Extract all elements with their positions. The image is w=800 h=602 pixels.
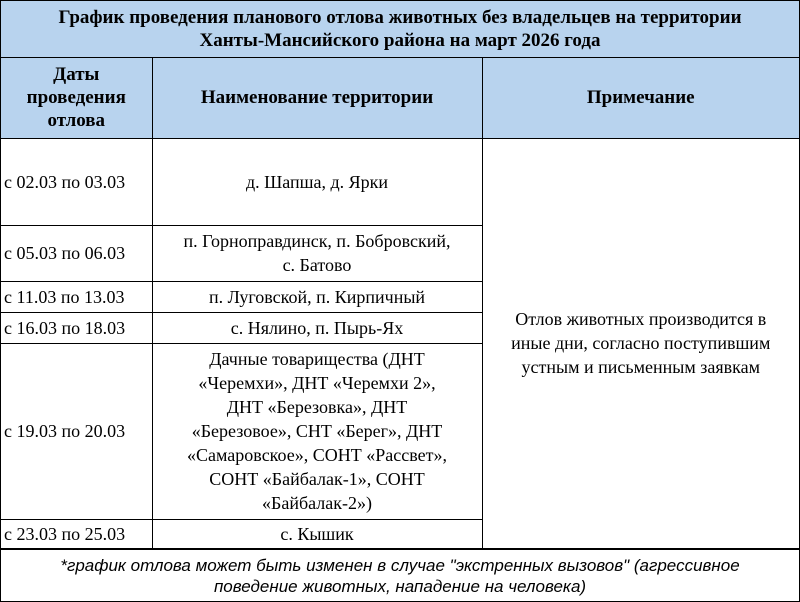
row-territory [152, 343, 482, 519]
note-cell [482, 138, 799, 548]
title-line-2: Ханты-Мансийского района на март 2026 года [199, 30, 601, 51]
note-line: иные дни, согласно поступившим [511, 333, 771, 353]
territory-line: ДНТ «Березовка», ДНТ [226, 397, 408, 417]
row-date: с 05.03 по 06.03 [1, 225, 152, 281]
territory-line: Дачные товарищества (ДНТ [209, 349, 425, 369]
table-header-row [1, 58, 799, 138]
row-date: с 02.03 по 03.03 [1, 138, 152, 225]
footnote-line-1: *график отлова может быть изменен в случае "экстренных вызовов" (агрессивное [60, 556, 740, 575]
territory-line: с. Кышик [280, 523, 354, 544]
territory-line: с. Нялино, п. Пырь-Ях [230, 317, 404, 338]
note-line: Отлов животных производится в [515, 309, 767, 329]
note-line: устным и письменным заявкам [521, 357, 760, 377]
territory-line: «Березовое», СНТ «Берег», ДНТ [191, 421, 443, 441]
territory-line: д. Шапша, д. Ярки [245, 171, 389, 192]
row-territory [152, 138, 482, 225]
territory-line: п. Горноправдинск, п. Бобровский, [183, 231, 451, 251]
footnote [1, 549, 799, 602]
document-title [1, 1, 799, 58]
territory-line: «Байбалак-2») [262, 493, 372, 513]
row-territory [152, 312, 482, 343]
row-date: с 19.03 по 20.03 [1, 343, 152, 519]
schedule-table [1, 58, 799, 549]
row-date: с 11.03 по 13.03 [1, 281, 152, 312]
territory-line: «Черемхи», ДНТ «Черемхи 2», [198, 373, 436, 393]
header-dates [1, 58, 152, 138]
territory-line: с. Батово [282, 255, 352, 275]
territory-line: п. Луговской, п. Кирпичный [208, 286, 426, 307]
row-territory [152, 281, 482, 312]
row-date: с 23.03 по 25.03 [1, 519, 152, 548]
row-territory [152, 519, 482, 548]
header-dates-line: проведения [26, 87, 126, 109]
row-date: с 16.03 по 18.03 [1, 312, 152, 343]
header-territory: Наименование территории [152, 58, 482, 138]
territory-line: «Самаровское», СОНТ «Рассвет», [187, 445, 447, 465]
header-dates-line: отлова [47, 110, 106, 132]
header-note: Примечание [482, 58, 799, 138]
territory-line: СОНТ «Байбалак-1», СОНТ [209, 469, 425, 489]
table-row [1, 138, 799, 225]
footnote-line-2: поведение животных, нападение на человека) [213, 577, 587, 596]
row-territory [152, 225, 482, 281]
header-dates-line: Даты [53, 64, 100, 86]
title-line-1: График проведения планового отлова животных без владельцев на территории [58, 7, 742, 28]
